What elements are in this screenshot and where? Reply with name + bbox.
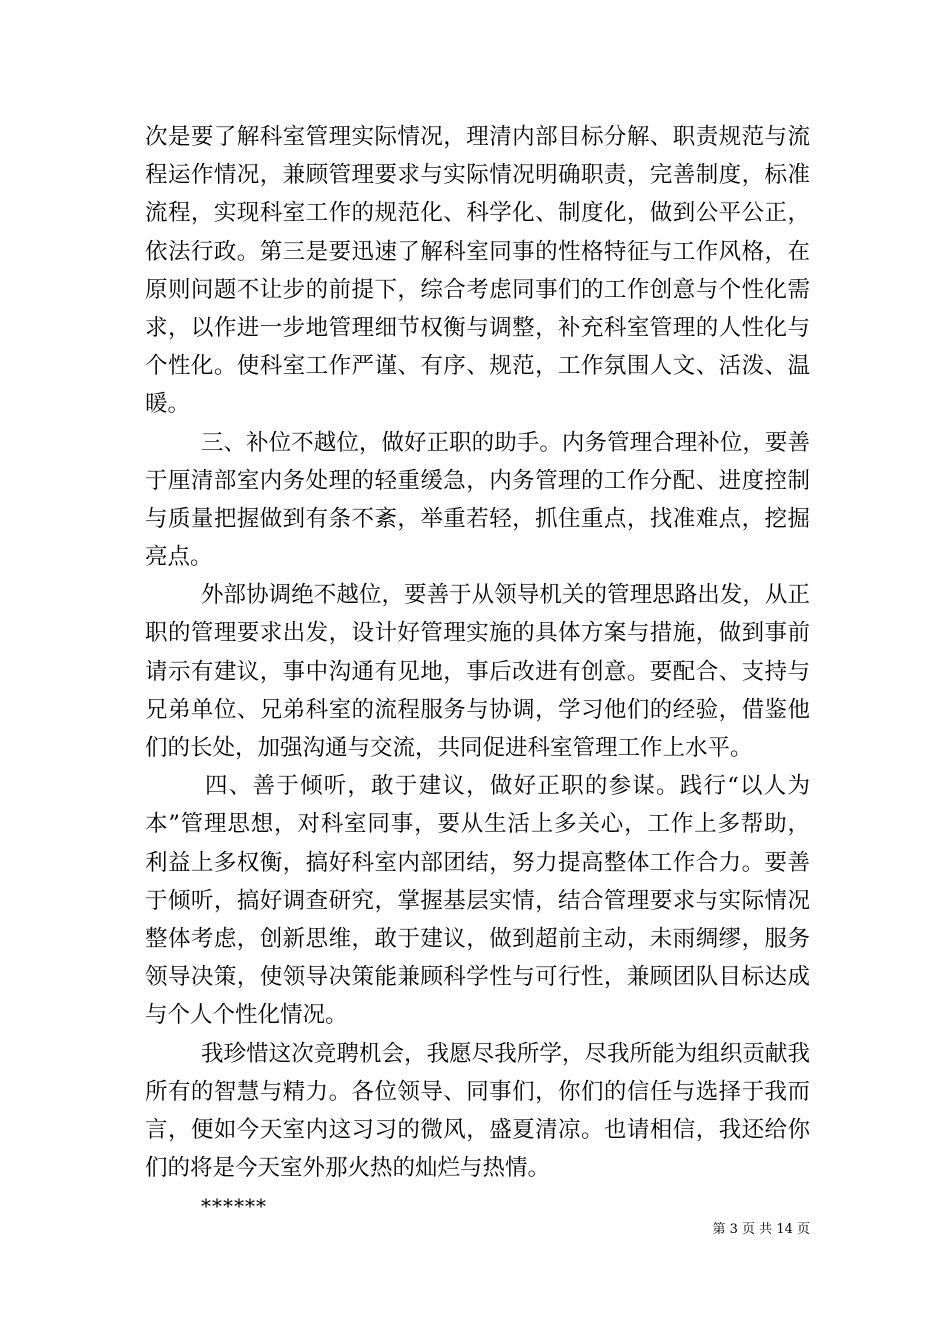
paragraph-5 [145, 1035, 810, 1188]
text-line: 与质量把握做到有条不紊，举重若轻，抓住重点，找准难点，挖掘 [145, 505, 810, 532]
text-line: 三、补位不越位，做好正职的助手。内务管理合理补位，要善 [201, 429, 810, 456]
text-line: 依法行政。第三是要迅速了解科室同事的性格特征与工作风格，在 [145, 238, 810, 265]
document-body [145, 118, 810, 1225]
paragraph-3 [145, 576, 810, 767]
text-line: 职的管理要求出发，设计好管理实施的具体方案与措施，做到事前 [145, 620, 810, 647]
text-line: 与个人个性化情况。 [145, 1002, 348, 1029]
text-line: 言，便如今天室内这习习的微风，盛夏清凉。也请相信，我还给你 [145, 1116, 810, 1143]
text-line: 亮点。 [145, 544, 213, 571]
text-line: 本”管理思想，对科室同事，要从生活上多关心，工作上多帮助， [145, 811, 810, 838]
text-line: 于倾听，搞好调查研究，掌握基层实情，结合管理要求与实际情况 [145, 887, 810, 914]
text-line: 四、善于倾听，敢于建议，做好正职的参谋。践行“以人为 [205, 773, 810, 800]
paragraph-1 [145, 118, 810, 424]
text-line: 求，以作进一步地管理细节权衡与调整，补充科室管理的人性化与 [145, 314, 810, 341]
text-line: 所有的智慧与精力。各位领导、同事们，你们的信任与选择于我而 [145, 1078, 810, 1105]
text-line: 原则问题不让步的前提下，综合考虑同事们的工作创意与个性化需 [145, 276, 810, 303]
paragraph-4 [145, 767, 810, 1034]
text-line: 领导决策，使领导决策能兼顾科学性与可行性，兼顾团队目标达成 [145, 964, 810, 991]
text-line: 利益上多权衡，搞好科室内部团结，努力提高整体工作合力。要善 [145, 849, 810, 876]
text-line: 程运作情况，兼顾管理要求与实际情况明确职责，完善制度，标准 [145, 162, 810, 189]
text-line: 次是要了解科室管理实际情况，理清内部目标分解、职责规范与流 [145, 124, 810, 150]
text-line: 暖。 [145, 391, 191, 418]
section-separator: ****** [201, 1194, 267, 1219]
text-line: 个性化。使科室工作严谨、有序、规范，工作氛围人文、活泼、温 [145, 353, 810, 380]
page-number: 第 3 页 共 14 页 [712, 1222, 810, 1237]
text-line: 外部协调绝不越位，要善于从领导机关的管理思路出发，从正 [201, 582, 810, 609]
text-line: 们的长处，加强沟通与交流，共同促进科室管理工作上水平。 [145, 735, 753, 761]
text-line: 们的将是今天室外那火热的灿烂与热情。 [145, 1155, 551, 1182]
paragraph-2 [145, 424, 810, 577]
text-line: 整体考虑，创新思维，敢于建议，做到超前主动，未雨绸缪，服务 [145, 925, 810, 952]
text-line: 请示有建议，事中沟通有见地，事后改进有创意。要配合、支持与 [145, 658, 810, 685]
text-line: 于厘清部室内务处理的轻重缓急，内务管理的工作分配、进度控制 [145, 467, 810, 494]
text-line: 兄弟单位、兄弟科室的流程服务与协调，学习他们的经验，借鉴他 [145, 696, 810, 723]
text-line: 流程，实现科室工作的规范化、科学化、制度化，做到公平公正， [145, 200, 810, 227]
text-line: 我珍惜这次竞聘机会，我愿尽我所学，尽我所能为组织贡献我 [201, 1040, 810, 1067]
